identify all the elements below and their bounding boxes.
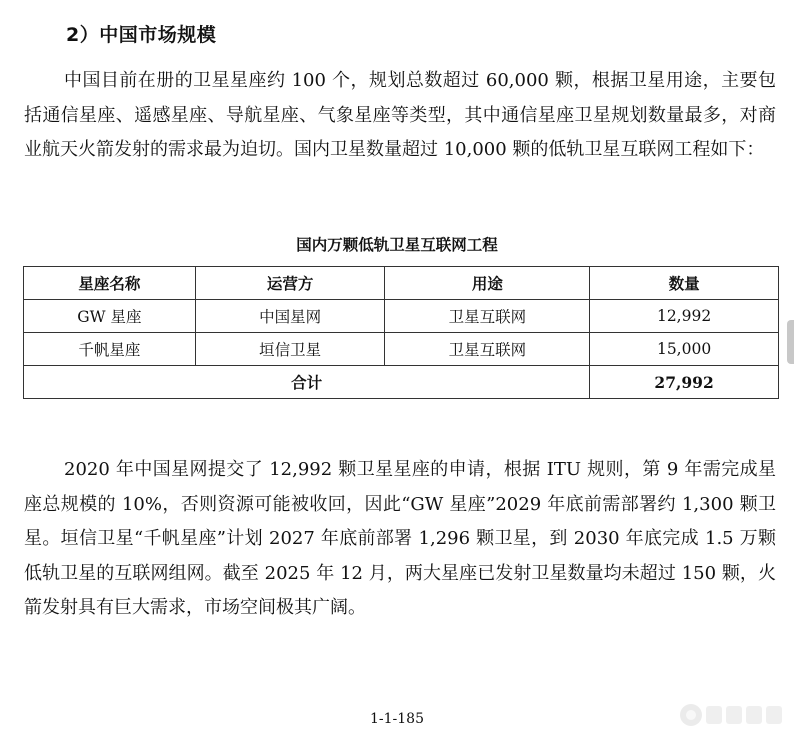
total-label: 合计 <box>24 366 590 399</box>
watermark-glyph <box>746 706 762 724</box>
table-row <box>24 333 779 366</box>
watermark-icon <box>680 704 702 726</box>
table-row <box>24 300 779 333</box>
watermark-glyph <box>706 706 722 724</box>
section-heading: 2）中国市场规模 <box>66 24 217 46</box>
watermark-glyph <box>766 706 782 724</box>
header-purpose: 用途 <box>385 267 590 300</box>
cell-operator: 中国星网 <box>195 300 385 333</box>
cell-purpose: 卫星互联网 <box>385 300 590 333</box>
constellation-table <box>23 266 779 399</box>
scrollbar-handle[interactable] <box>787 320 794 364</box>
page-number: 1-1-185 <box>370 711 424 727</box>
cell-purpose: 卫星互联网 <box>385 333 590 366</box>
watermark-logo <box>680 700 782 730</box>
cell-operator: 垣信卫星 <box>195 333 385 366</box>
table-header-row <box>24 267 779 300</box>
cell-quantity: 15,000 <box>590 333 779 366</box>
header-constellation-name: 星座名称 <box>24 267 196 300</box>
header-quantity: 数量 <box>590 267 779 300</box>
intro-paragraph: 中国目前在册的卫星星座约 100 个，规划总数超过 60,000 颗，根据卫星用途，主要包括通信星座、遥感星座、导航星座、气象星座等类型，其中通信星座卫星规划数量最多，对商业航天火箭发射的需求最为迫切。国内卫星数量超过 10,000 颗的低轨卫星互联网工程如下： <box>24 70 776 160</box>
cell-quantity: 12,992 <box>590 300 779 333</box>
cell-constellation-name: GW 星座 <box>24 300 196 333</box>
table-caption: 国内万颗低轨卫星互联网工程 <box>296 236 498 254</box>
analysis-paragraph: 2020 年中国星网提交了 12,992 颗卫星星座的申请，根据 ITU 规则，第 9 年需完成星座总规模的 10%，否则资源可能被收回，因此“GW 星座”2029 年底前需部署约 1,300 颗卫星。垣信卫星“千帆星座”计划 2027 年底前部署 1,296 颗卫星，到 2030 年底完成 1.5 万颗低轨卫星的互联网组网。截至 2025 年 12 月，两大星座已发射卫星数量均未超过 150 颗，火箭发射具有巨大需求，市场空间极其广阔。 <box>24 459 776 618</box>
header-operator: 运营方 <box>195 267 385 300</box>
total-value: 27,992 <box>590 366 779 399</box>
cell-constellation-name: 千帆星座 <box>24 333 196 366</box>
watermark-glyph <box>726 706 742 724</box>
table-total-row <box>24 366 779 399</box>
